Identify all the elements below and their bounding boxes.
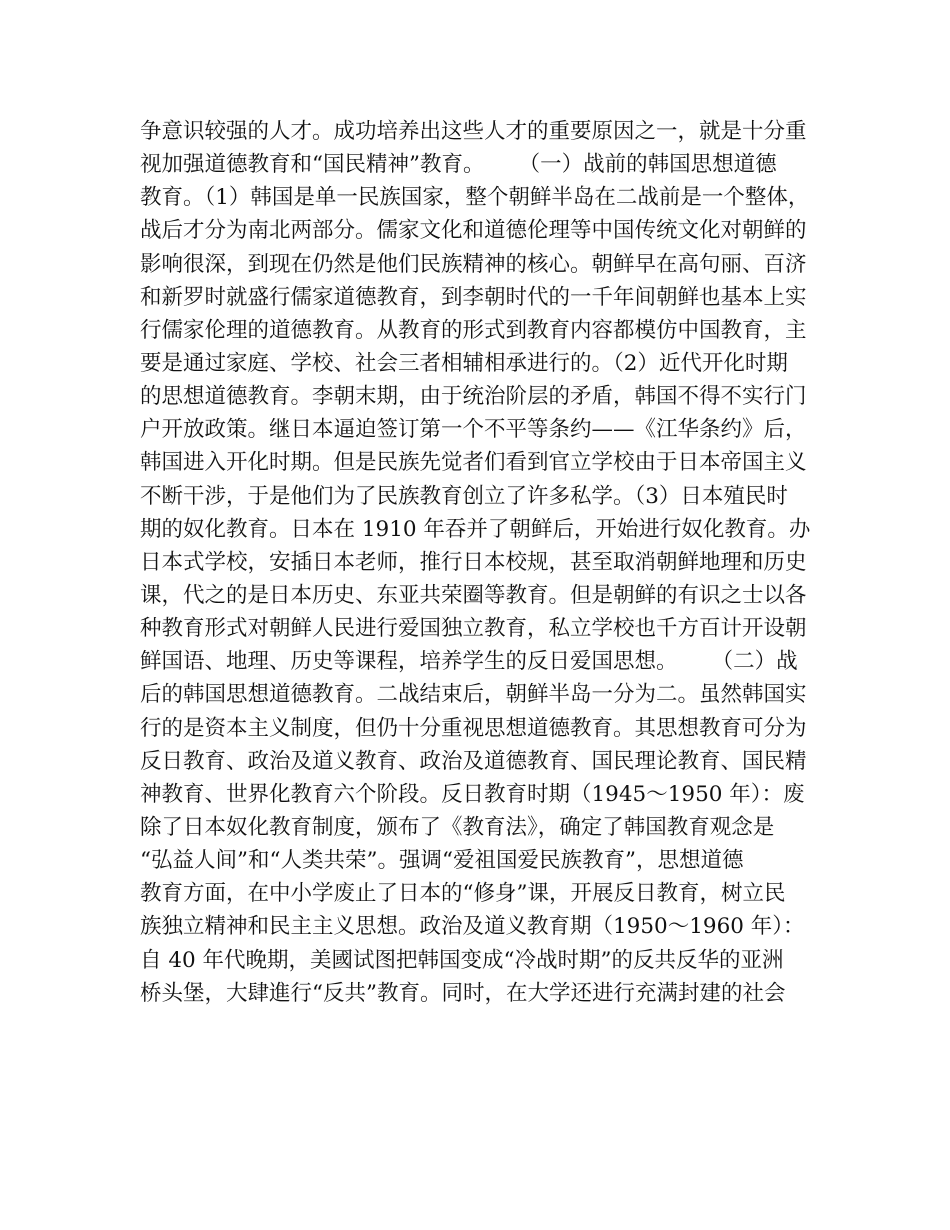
text-line: 要是通过家庭、学校、社会三者相辅相承进行的。（2）近代开化时期: [140, 350, 788, 376]
text-line: 桥头堡，大肆進行“反共”教育。同时，在大学还进行充满封建的社会: [140, 980, 786, 1006]
text-line: 和新罗时就盛行儒家道德教育，到李朝时代的一千年间朝鲜也基本上实: [140, 284, 807, 310]
text-line: 反日教育、政治及道义教育、政治及道德教育、国民理论教育、国民精: [140, 748, 807, 774]
text-line: 后的韩国思想道德教育。二战结束后，朝鲜半岛一分为二。虽然韩国实: [140, 682, 807, 708]
text-line: 除了日本奴化教育制度，颁布了《教育法》，确定了韩国教育观念是: [140, 814, 775, 840]
text-line: 教育。（1）韩国是单一民族国家，整个朝鲜半岛在二战前是一个整体，: [140, 185, 810, 211]
text-line: 鲜国语、地理、历史等课程，培养学生的反日爱国思想。 （二）战: [140, 649, 798, 675]
text-line: 教育方面，在中小学废止了日本的“修身”课，开展反日教育，树立民: [140, 881, 786, 907]
text-line: 的思想道德教育。李朝末期，由于统治阶层的矛盾，韩国不得不实行门: [140, 384, 807, 410]
text-line: 自 40 年代晚期，美國试图把韩国变成“冷战时期”的反共反华的亚洲: [140, 947, 784, 973]
text-line: 日本式学校，安插日本老师，推行日本校规，甚至取消朝鲜地理和历史: [140, 549, 807, 575]
text-line: 期的奴化教育。日本在 1910 年吞并了朝鲜后，开始进行奴化教育。办: [140, 516, 811, 542]
text-line: 战后才分为南北两部分。儒家文化和道德伦理等中国传统文化对朝鲜的: [140, 218, 807, 244]
text-line: 影响很深，到现在仍然是他们民族精神的核心。朝鲜早在高句丽、百济: [140, 251, 807, 277]
text-line: “弘益人间”和“人类共荣”。强调“爱祖国爱民族教育”，思想道德: [140, 848, 744, 874]
text-line: 不断干涉，于是他们为了民族教育创立了许多私学。（3）日本殖民时: [140, 483, 788, 509]
body-text: [140, 115, 830, 1010]
text-line: 行儒家伦理的道德教育。从教育的形式到教育内容都模仿中国教育，主: [140, 317, 807, 343]
text-line: 神教育、世界化教育六个阶段。反日教育时期（1945～1950 年）：废: [140, 781, 805, 807]
text-line: 视加强道德教育和“国民精神”教育。 （一）战前的韩国思想道德: [140, 152, 777, 178]
text-line: 韩国进入开化时期。但是民族先觉者们看到官立学校由于日本帝国主义: [140, 450, 807, 476]
text-line: 争意识较强的人才。成功培养出这些人才的重要原因之一，就是十分重: [140, 119, 807, 144]
text-line: 户开放政策。继日本逼迫签订第一个不平等条约——《江华条约》后，: [140, 417, 807, 443]
text-line: 族独立精神和民主主义思想。政治及道义教育期（1950～1960 年）：: [140, 914, 805, 940]
text-line: 课，代之的是日本历史、东亚共荣圈等教育。但是朝鲜的有识之士以各: [140, 582, 807, 608]
text-line: 种教育形式对朝鲜人民进行爱国独立教育，私立学校也千方百计开设朝: [140, 616, 807, 642]
text-line: 行的是资本主义制度，但仍十分重视思想道德教育。其思想教育可分为: [140, 715, 807, 741]
